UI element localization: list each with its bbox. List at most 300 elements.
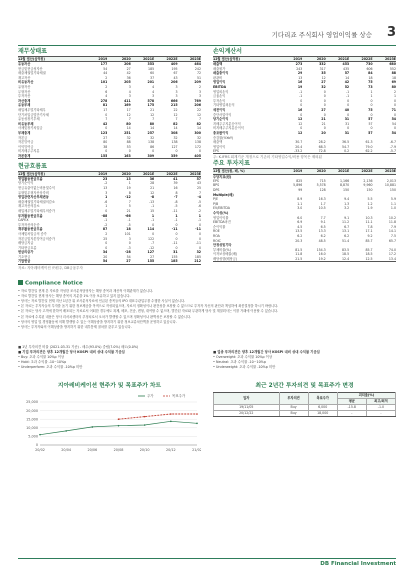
income-statement-table xyxy=(213,56,396,154)
cell-value: -7.9 xyxy=(389,144,396,149)
cashflow-table xyxy=(18,171,201,265)
cell-value: 309 xyxy=(131,154,154,159)
cell-value: 8 xyxy=(128,190,131,195)
cell-value: 10.2 xyxy=(388,215,396,220)
cell-value: 27 xyxy=(103,135,108,140)
cell-value: 12 xyxy=(297,117,303,122)
cell-value: 206 xyxy=(124,62,131,67)
cell-value: 21 xyxy=(321,121,326,126)
cell-value: 138 xyxy=(194,140,201,145)
cell-value: 0 xyxy=(128,149,131,154)
table-header-cell: 2023E xyxy=(178,57,201,62)
row-label: BPS xyxy=(213,183,220,188)
row-label: 부채총계 xyxy=(18,130,31,135)
cell-value: 25 xyxy=(196,186,201,191)
cell-value: 54 xyxy=(391,117,396,122)
rating-guide-company xyxy=(18,345,201,370)
cell-value: 42 xyxy=(102,121,108,126)
cell-value: 0 xyxy=(175,232,178,237)
footer-rule xyxy=(18,558,396,559)
cell-value: 0 xyxy=(198,236,201,241)
data-point xyxy=(144,416,146,418)
cell-value: 32 xyxy=(196,250,201,255)
row-label: 부채비율(%) xyxy=(213,247,231,252)
cell-value: 0 xyxy=(300,126,303,131)
cell-value: 606 xyxy=(366,66,373,71)
cell-value: 18 xyxy=(126,227,131,232)
cell-value: 13.4 xyxy=(373,257,396,262)
cell-value: 155 xyxy=(171,254,178,259)
cell-value: 18.5 xyxy=(365,252,373,257)
compliance-lines xyxy=(18,289,396,331)
cell-value: 1 xyxy=(370,89,373,94)
cell-value: 3 xyxy=(175,84,178,89)
row-label: 기타영업외손익 xyxy=(213,103,235,108)
cell-value: 9,960 xyxy=(363,183,373,188)
cell-value: 7.8 xyxy=(367,224,373,229)
rating-intro: ■ 1년 투자의견 비율 (2021-03-31 기준) - 매수(93.0%) 중립(7.0%) 매도(0.0%) xyxy=(18,345,139,349)
cell-value: 7 xyxy=(128,117,131,122)
cell-value: 215 xyxy=(170,103,178,108)
row-label: 투자활동현금흐름 xyxy=(18,213,43,218)
cell-value: 14 xyxy=(126,126,131,131)
cell-value: -1 xyxy=(299,94,303,99)
cell-value: 9.2 xyxy=(367,234,373,239)
cell-value: 54 xyxy=(391,130,396,135)
table-header-cell: 2023E xyxy=(373,169,396,174)
cell-value: 6.0 xyxy=(297,215,303,220)
row-label: 이자보상배율(배) xyxy=(213,252,238,257)
cell-value: 0.2 xyxy=(326,149,349,154)
cell-value: 10.5 xyxy=(318,206,326,211)
table-header-cell: 2022E xyxy=(154,171,177,176)
cell-value: 0 xyxy=(175,149,178,154)
cell-value: -1 xyxy=(127,218,131,223)
cell-value: 0 xyxy=(323,89,326,94)
cell-value: 195 xyxy=(171,66,178,71)
row-label: 자본총계 xyxy=(18,154,84,159)
y-tick-label: 5,000 xyxy=(28,434,38,439)
target-price-line xyxy=(119,414,198,419)
cell-value: 27 xyxy=(321,107,326,112)
cell-value: 4.5 xyxy=(297,224,303,229)
cell-value: 22 xyxy=(196,107,201,112)
cell-value: -11 xyxy=(172,209,178,214)
history-cell: 6,000 xyxy=(308,405,337,411)
cell-value: 52 xyxy=(344,84,350,89)
table-header-cell: 2020 xyxy=(302,169,325,174)
cell-value: 185 xyxy=(194,254,201,259)
cell-value: 74.0 xyxy=(388,247,396,252)
cell-value: 0 xyxy=(393,126,396,131)
cell-value: 0 xyxy=(105,126,108,131)
cell-value: -12 xyxy=(148,245,155,250)
cell-value: 17 xyxy=(103,107,108,112)
data-point xyxy=(196,423,198,425)
cell-value: 7 xyxy=(175,117,178,122)
row-label: P/E xyxy=(213,197,219,202)
row-label: 투자손익 xyxy=(213,98,226,103)
cell-value: 16 xyxy=(297,107,303,112)
cell-value: 25 xyxy=(103,236,108,241)
row-label: 현금유출이없는비용및수익 xyxy=(18,186,55,191)
cell-value: 16 xyxy=(173,186,178,191)
row-label: 총포괄이익 xyxy=(213,130,229,135)
cell-value: 4 xyxy=(152,84,155,89)
cell-value: 21 xyxy=(150,107,155,112)
cell-value: -33.2 xyxy=(279,149,302,154)
compliance-line: • 당사의 영업 및 경영활동에 의해 발생할 수 있는 이해상충을 방지하기 위한 정보교류차단벽을 운영하고 있습니다. xyxy=(18,319,177,324)
cell-value: 54.7 xyxy=(342,144,350,149)
cell-value: 80 xyxy=(149,121,155,126)
table-header-cell: 2023E xyxy=(373,57,396,62)
cell-value: 21.5 xyxy=(279,257,302,262)
cell-value: 84 xyxy=(368,71,373,76)
cell-value: 12.4 xyxy=(326,257,349,262)
rating-left-head: ■ 기업 투자의견은 향후 12개월간 당사 KOSPI 대비 상대 수익률 기준임 xyxy=(18,350,125,354)
cell-value: 28 xyxy=(150,181,155,186)
cell-value: 80 xyxy=(103,140,108,145)
legend-label-target: 목표주가 xyxy=(172,394,186,399)
row-label: 수익성(%) xyxy=(213,211,229,216)
cell-value: 6.2 xyxy=(344,234,350,239)
cell-value: 7 xyxy=(128,199,131,204)
row-label: 배당금지급 xyxy=(18,241,34,246)
cell-value: 3 xyxy=(175,89,178,94)
cell-value: 155 xyxy=(131,259,154,264)
cell-value: 15 xyxy=(150,209,155,214)
y-tick-label: 10,000 xyxy=(26,426,38,430)
row-label: 재고자산 xyxy=(18,75,31,80)
cell-value: 2 xyxy=(105,84,108,89)
data-point xyxy=(170,420,172,422)
rating-right-head: ■ 업종 투자의견은 향후 12개월간 당사 KOSPI 대비 상대 수익률 기준임 xyxy=(213,350,320,354)
table-header-cell: 2022E xyxy=(349,57,372,62)
cell-value: 31 xyxy=(173,250,178,255)
cell-value: 48.5 xyxy=(318,238,326,243)
cell-value: 4 xyxy=(128,89,131,94)
cell-value: 0 xyxy=(393,98,396,103)
cell-value: 29 xyxy=(297,71,303,76)
cell-value: 6 xyxy=(105,89,108,94)
row-label: 재무활동현금흐름 xyxy=(18,227,43,232)
cell-value: 83.5 xyxy=(342,247,350,252)
cashflow-title: 현금흐름표 xyxy=(18,162,47,170)
table-header-cell: 2021E xyxy=(131,57,154,62)
cell-value: 730 xyxy=(365,62,373,67)
cell-value: -1 xyxy=(345,89,350,94)
cell-value: 14.1 xyxy=(388,229,396,234)
cell-value: 13.1 xyxy=(342,229,350,234)
cell-value: 185 xyxy=(148,66,155,71)
row-label: 지배주주지분순이익 xyxy=(213,121,241,126)
cell-value: 0 xyxy=(198,245,201,250)
row-label: 자본금 xyxy=(18,135,28,140)
cell-value: 405 xyxy=(178,154,201,159)
cell-value: 79.0 xyxy=(365,144,373,149)
table-header-cell: 2022E xyxy=(349,169,372,174)
row-label: EPS xyxy=(213,178,219,183)
row-label: 안정성및기타 xyxy=(213,243,232,248)
cell-value: 3.2 xyxy=(344,206,350,211)
rating-guide xyxy=(18,345,396,375)
row-label: 유형및무형자산상각비 xyxy=(18,190,49,195)
cell-value: -5 xyxy=(127,222,131,227)
history-cell: Buy xyxy=(279,411,308,417)
compliance-line: • 당사는 자료 발간일 현재 지난 1년간 위 조사분석자료에 언급된 종목들의 IPO 대표주관업무를 수행한 사실이 없습니다. xyxy=(18,298,186,303)
row-label: 매출액 xyxy=(213,140,223,145)
row-label: 자본잉여금 xyxy=(18,140,34,145)
cell-value: 1,166 xyxy=(340,178,350,183)
square-icon xyxy=(18,280,23,285)
cell-value: 42 xyxy=(126,71,131,76)
history-cell: 18,000 xyxy=(308,411,337,417)
x-tick-label: 20/04 xyxy=(61,448,72,452)
cell-value: 27 xyxy=(107,259,130,264)
history-cell: -1.0 xyxy=(366,405,395,411)
table-header-cell: 12월 결산(십억원) xyxy=(18,171,84,176)
cell-value: 2,013 xyxy=(386,178,396,183)
cell-value: 0 xyxy=(370,103,373,108)
row-label: 유형자산 xyxy=(18,84,31,89)
x-tick-label: 20/08 xyxy=(113,448,124,452)
cell-value: 0 xyxy=(323,112,326,117)
x-tick-label: 20/02 xyxy=(35,448,45,452)
cell-value: 27 xyxy=(321,80,326,85)
cell-value: -2 xyxy=(104,181,108,186)
cell-value: 12 xyxy=(150,112,155,117)
cell-value: 32 xyxy=(150,135,155,140)
row-label: 중단사업이익 xyxy=(213,112,232,117)
cell-value: 154.3 xyxy=(316,247,326,252)
cell-value: 0 xyxy=(198,232,201,237)
cell-value: 5,578 xyxy=(316,183,326,188)
cell-value: 12 xyxy=(298,121,303,126)
row-label: 금융손익 xyxy=(213,94,226,99)
row-label: 배당성향(배당금) xyxy=(213,257,279,262)
cell-value: 435 xyxy=(343,66,350,71)
table-header-cell: 2020 xyxy=(107,57,130,62)
cell-value: 14 xyxy=(196,126,201,131)
cell-value: 21 xyxy=(126,209,131,214)
row-label: 재고자산의감소 xyxy=(18,204,40,209)
rating-left-item: • Buy: 초과 수익률 10%p 이상 xyxy=(18,355,65,359)
cell-value: -8 xyxy=(174,199,178,204)
income-statement-title: 손익계산서 xyxy=(213,48,242,55)
compliance-title: Compliance Notice xyxy=(18,280,396,287)
rating-right-item: • Neutral: 초과 수익률 -10~10%p xyxy=(213,360,266,364)
row-label: 현금의증가 xyxy=(18,250,34,255)
cell-value: 6.2 xyxy=(320,234,326,239)
cell-value: 31 xyxy=(344,130,350,135)
cell-value: 4 xyxy=(152,89,155,94)
rating-right-item: • Overweight: 초과 수익률 10%p 이상 xyxy=(213,355,273,359)
history-head-opinion: 투자의견 xyxy=(279,393,308,405)
cell-value: 3 xyxy=(128,236,131,241)
page-number: 3 xyxy=(386,25,396,40)
cell-value: 20.3 xyxy=(295,238,303,243)
cell-value: 9.1 xyxy=(344,215,350,220)
cell-value: 20.4 xyxy=(295,144,303,149)
footer-brand: DB Financial Investment xyxy=(320,561,396,567)
cell-value: 5 xyxy=(128,204,131,209)
history-box xyxy=(213,392,396,417)
cell-value: 72.8 xyxy=(302,149,325,154)
row-label: 매출채권및기타채권 xyxy=(18,71,46,76)
x-tick-label: 20/06 xyxy=(87,448,98,452)
row-label: EV/EBITDA xyxy=(213,206,230,211)
cell-value: 411 xyxy=(124,98,131,103)
balance-sheet-table xyxy=(18,56,201,159)
rating-left-item: • Hold: 초과 수익률 -10~10%p xyxy=(18,360,67,364)
cell-value: 0 xyxy=(323,103,326,108)
cell-value: 51.4 xyxy=(342,238,350,243)
cell-value: -1 xyxy=(174,218,178,223)
cell-value: 0 xyxy=(128,241,131,246)
cell-value: 0 xyxy=(370,98,373,103)
compliance-line: • 본 자료에 수록된 내용은 당사 리서치센터의 추정치로서 오차가 발생할 수 있으며 정확성이나 완벽성은 보장할 수 없습니다. xyxy=(18,314,192,319)
cell-value: 54 xyxy=(391,121,396,126)
cell-value: 42 xyxy=(344,80,350,85)
row-label: 비유동자산 xyxy=(18,80,34,85)
right-column xyxy=(213,48,396,262)
cell-value: 0 xyxy=(105,209,108,214)
cell-value: -1 xyxy=(197,218,201,223)
cell-value: -6 xyxy=(197,204,201,209)
row-label: 비유동부채 xyxy=(18,121,34,126)
cell-value: 14 xyxy=(345,75,350,80)
cell-value: 38 xyxy=(103,144,108,149)
y-tick-label: 0 xyxy=(35,443,38,448)
cell-value: 30.7 xyxy=(295,140,303,145)
cell-value: 37 xyxy=(150,75,155,80)
cell-value: -6 xyxy=(104,199,108,204)
row-label: ROIC xyxy=(213,238,221,243)
cell-value: 0 xyxy=(105,245,108,250)
row-label: 기말현금 xyxy=(18,259,84,264)
cell-value: -1 xyxy=(150,204,155,209)
row-label: P/B xyxy=(213,201,219,206)
cell-value: 32 xyxy=(196,135,201,140)
row-label: 영업이익률 xyxy=(213,215,229,220)
row-label: 유동성장기부채 xyxy=(18,117,40,122)
y-tick-label: 25,000 xyxy=(26,400,38,405)
cell-value: -12 xyxy=(124,195,131,200)
row-label: 당기순이익 xyxy=(213,117,229,122)
cell-value: 300 xyxy=(194,130,201,135)
cell-value: 17.1 xyxy=(365,229,373,234)
table-header-cell: 2021E xyxy=(326,57,349,62)
cell-value: 12 xyxy=(297,130,303,135)
cell-value: 75 xyxy=(368,80,373,85)
cell-value: 128 xyxy=(319,188,326,193)
cell-value: 0 xyxy=(370,112,373,117)
cell-value: 61.3 xyxy=(365,140,373,145)
cell-value: 409 xyxy=(170,62,178,67)
row-label: 사채및차입금의 증가 xyxy=(18,232,47,237)
cell-value: 578 xyxy=(147,98,155,103)
cell-value: 1 xyxy=(175,213,178,218)
cell-value: 3 xyxy=(152,94,155,99)
row-label: 매출액 xyxy=(213,62,223,67)
cell-value: 5.9 xyxy=(390,197,396,202)
cell-value: 35 xyxy=(321,71,326,76)
cell-value: 2,136 xyxy=(363,178,373,183)
row-label: 비지배주주지분순이익 xyxy=(213,126,244,131)
cell-value: 10,881 xyxy=(384,183,396,188)
row-label: 당기순이익 xyxy=(18,181,34,186)
cell-value: -88 xyxy=(101,213,108,218)
cell-value: 5.5 xyxy=(367,197,373,202)
cell-value: 317 xyxy=(319,66,326,71)
row-label: 영업이익 xyxy=(213,80,226,85)
cell-value: 0 xyxy=(347,112,350,117)
cell-value: 1.0 xyxy=(390,206,396,211)
cell-value: 666 xyxy=(170,98,178,103)
table-header-cell: 2019 xyxy=(279,57,302,62)
balance-sheet-title: 재무상태표 xyxy=(18,48,47,55)
cell-value: 54 xyxy=(126,254,131,259)
cell-value: 464 xyxy=(194,62,201,67)
cell-value: 44 xyxy=(103,71,108,76)
cell-value: 0 xyxy=(198,222,201,227)
row-label: ROE xyxy=(213,229,220,234)
cell-value: 0 xyxy=(175,222,178,227)
row-label: 매입채무및기타채무 xyxy=(18,107,46,112)
cell-value: 123 xyxy=(100,130,108,135)
cell-value: 8.9 xyxy=(297,197,303,202)
cell-value: 43 xyxy=(196,181,201,186)
cell-value: 87 xyxy=(102,227,108,232)
cell-value: 163 xyxy=(107,154,130,159)
cell-value: -2 xyxy=(197,209,201,214)
cell-value: 0 xyxy=(323,126,326,131)
history-cell: - xyxy=(337,411,366,417)
price-chart-title: 지아레비케이션 현주가 및 목표주가 차트 xyxy=(57,383,162,389)
cell-value: 34 xyxy=(102,250,108,255)
cell-value: 2 xyxy=(105,75,108,80)
income-note: 주: K-IFRS 회계기준 개정으로 기존의 기타영업수익/비용 항목은 제외됨 xyxy=(213,155,322,160)
row-label: 기초현금 xyxy=(18,254,31,259)
cell-value: 17.2 xyxy=(388,252,396,257)
cell-value: 51 xyxy=(196,75,201,80)
cell-value: 72 xyxy=(196,71,201,76)
compliance-line: • 당사는 투자자와의 이해상충을 방지하기 위한 내부통제 절차를 갖추고 있습니다. xyxy=(18,324,132,329)
table-row xyxy=(213,257,396,262)
table-header-cell: 2019 xyxy=(84,171,107,176)
history-head-gap: 괴리율(%) xyxy=(337,393,395,399)
compliance-line: • 본 자료는 당사 고객에 한하여 배포되는 자료로서 어떠한 경우에도 복제, 배포, 전송, 변형, 대여할 수 없으며, 발간된 자료와 무관하게 당사 및 계열회사는 이를 거래에 이용할 수 있습니다. xyxy=(18,309,279,314)
cell-value: 278 xyxy=(100,98,108,103)
row-label: 자본금및자본잉여금의증가 xyxy=(18,236,55,241)
table-header-cell: 2021E xyxy=(131,171,154,176)
cell-value: 172 xyxy=(194,144,201,149)
cell-value: 82 xyxy=(196,121,201,126)
x-tick-label: 20/12 xyxy=(165,448,176,452)
cell-value: 209 xyxy=(194,80,201,85)
cell-value: 0 xyxy=(105,112,108,117)
cell-value: -28 xyxy=(124,250,131,255)
data-point xyxy=(39,434,41,436)
price-chart xyxy=(18,392,201,454)
cell-value: 0 xyxy=(300,112,303,117)
data-point xyxy=(65,430,67,432)
cell-value: 32 xyxy=(126,135,131,140)
cell-value: 2 xyxy=(198,84,201,89)
cell-value: 0 xyxy=(347,126,350,131)
data-point xyxy=(170,413,172,415)
cell-value: 57 xyxy=(196,177,201,182)
